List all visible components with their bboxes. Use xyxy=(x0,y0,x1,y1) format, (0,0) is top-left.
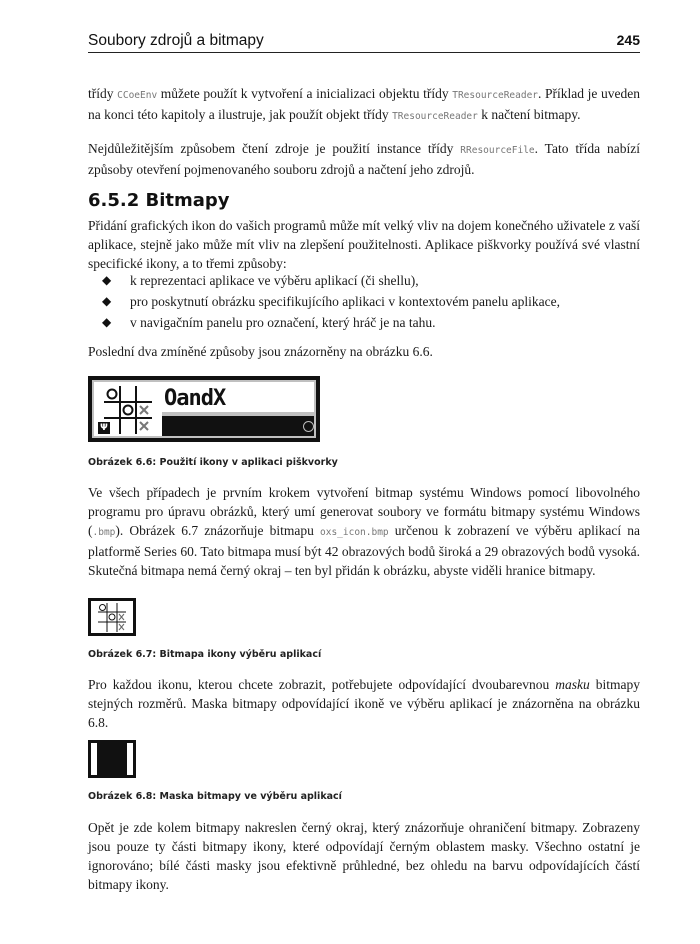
text: Pro každou ikonu, kterou chcete zobrazit, potřebujete odpovídající dvoubarevnou xyxy=(88,677,556,692)
text: . Příklad je uveden na konci této kapitoly a ilustruje, jak použít objekt třídy xyxy=(88,86,640,122)
code-ccoeenv: CCoeEnv xyxy=(117,90,158,101)
paragraph-after-6-6 xyxy=(88,483,640,580)
bullet-list xyxy=(88,270,640,333)
text: Ve všech případech je prvním krokem vytvoření bitmap systému Windows pomocí libovolného programu pro úpravu obrázků, který umí generovat soubory ve formátu bitmapy systému Windows ( xyxy=(88,485,640,538)
intro-paragraph-2 xyxy=(88,139,640,179)
section-heading: 6.5.2 Bitmapy xyxy=(88,190,230,211)
bitmap-area xyxy=(91,601,133,633)
page-header xyxy=(88,30,640,53)
bullet-text: v navigačním panelu pro označení, který hráč je na tahu. xyxy=(130,315,436,330)
figure-6-7-caption: Obrázek 6.7: Bitmapa ikony výběru aplikací xyxy=(88,649,322,660)
list-item xyxy=(88,312,640,333)
figure-intro: Poslední dva zmíněné způsoby jsou znázorněny na obrázku 6.6. xyxy=(88,344,433,359)
figure-6-6-caption: Obrázek 6.6: Použití ikony v aplikaci piškvorky xyxy=(88,457,338,468)
book-page xyxy=(88,0,640,944)
figure-6-7-bitmap xyxy=(88,598,136,636)
text: bitmapy stejných rozměrů. Maska bitmapy odpovídající ikoně ve výběru aplikací je znázorněna na obrázku 6.8. xyxy=(88,677,640,730)
text: určenou k zobrazení ve výběru aplikací na platformě Series 60. Tato bitmapa musí být 42 obrazových bodů široká a 29 obrazových bodů vysoká. Skutečná bitmapa nemá černý okraj – ten byl přidán k obrázku, abyste viděli hranice bitmapy. xyxy=(88,523,640,578)
bullet-text: k reprezentaci aplikace ve výběru aplikací (či shellu), xyxy=(130,273,419,288)
mask-black-area xyxy=(97,743,127,775)
emphasis-text: masku xyxy=(555,677,590,692)
text: ). Obrázek 6.7 znázorňuje bitmapu xyxy=(115,523,320,538)
text: Nejdůležitějším způsobem čtení zdroje je použití instance třídy xyxy=(88,141,461,156)
list-item xyxy=(88,291,640,312)
navigation-pane xyxy=(162,416,314,436)
app-title: OandX xyxy=(164,386,226,411)
code-tresourcereader: TResourceReader xyxy=(392,111,478,122)
intro-paragraph-1 xyxy=(88,84,640,126)
page-number: 245 xyxy=(616,32,640,48)
bullet-diamond-icon: ◆ xyxy=(102,273,112,287)
bullet-diamond-icon: ◆ xyxy=(102,315,112,329)
figure-6-8-caption: Obrázek 6.8: Maska bitmapy ve výběru aplikací xyxy=(88,791,342,802)
running-title: Soubory zdrojů a bitmapy xyxy=(88,32,264,49)
bullet-text: pro poskytnutí obrázku specifikujícího aplikaci v kontextovém panelu aplikace, xyxy=(130,294,561,309)
bullet-diamond-icon: ◆ xyxy=(102,294,112,308)
context-pane xyxy=(92,380,316,438)
section-paragraph: Přidání grafických ikon do vašich programů může mít velký vliv na dojem konečného uživatele z vaší aplikace, stejně jako může mít vliv na zlepšení použitelnosti. Aplikace piškvorky používá své vlastní specifické ikony, a to třemi způsoby: xyxy=(88,218,640,271)
signal-icon: Ψ xyxy=(98,422,110,434)
tic-tac-toe-icon xyxy=(91,601,133,633)
code-bmp: .bmp xyxy=(92,527,116,538)
figure-6-8-mask xyxy=(88,740,136,778)
text: můžete použít k vytvoření a inicializaci objektu třídy xyxy=(157,86,453,101)
figure-6-6-screenshot xyxy=(88,376,320,442)
code-rresourcefile: RResourceFile xyxy=(460,145,535,156)
text: k načtení bitmapy. xyxy=(477,107,581,122)
paragraph-after-6-7 xyxy=(88,675,640,732)
code-tresourcereader: TResourceReader xyxy=(452,90,539,101)
list-item xyxy=(88,270,640,291)
final-paragraph: Opět je zde kolem bitmapy nakreslen černý okraj, který znázorňuje ohraničení bitmapy. Zobrazeny jsou pouze ty části bitmapy ikony, které odpovídají černým oblastem masky. Všechno ostatní je ignorováno; bílé části masky jsou efektivně průhledné, bez ohledu na barvu odpovídajících částí bitmapy ikony. xyxy=(88,820,640,892)
player-o-icon xyxy=(303,421,314,432)
text: třídy xyxy=(88,86,118,101)
code-oxs-icon: oxs_icon.bmp xyxy=(320,527,389,538)
text: . Tato třída nabízí způsoby otevření pojmenovaného souboru zdrojů a načtení jeho zdrojů. xyxy=(88,141,640,177)
